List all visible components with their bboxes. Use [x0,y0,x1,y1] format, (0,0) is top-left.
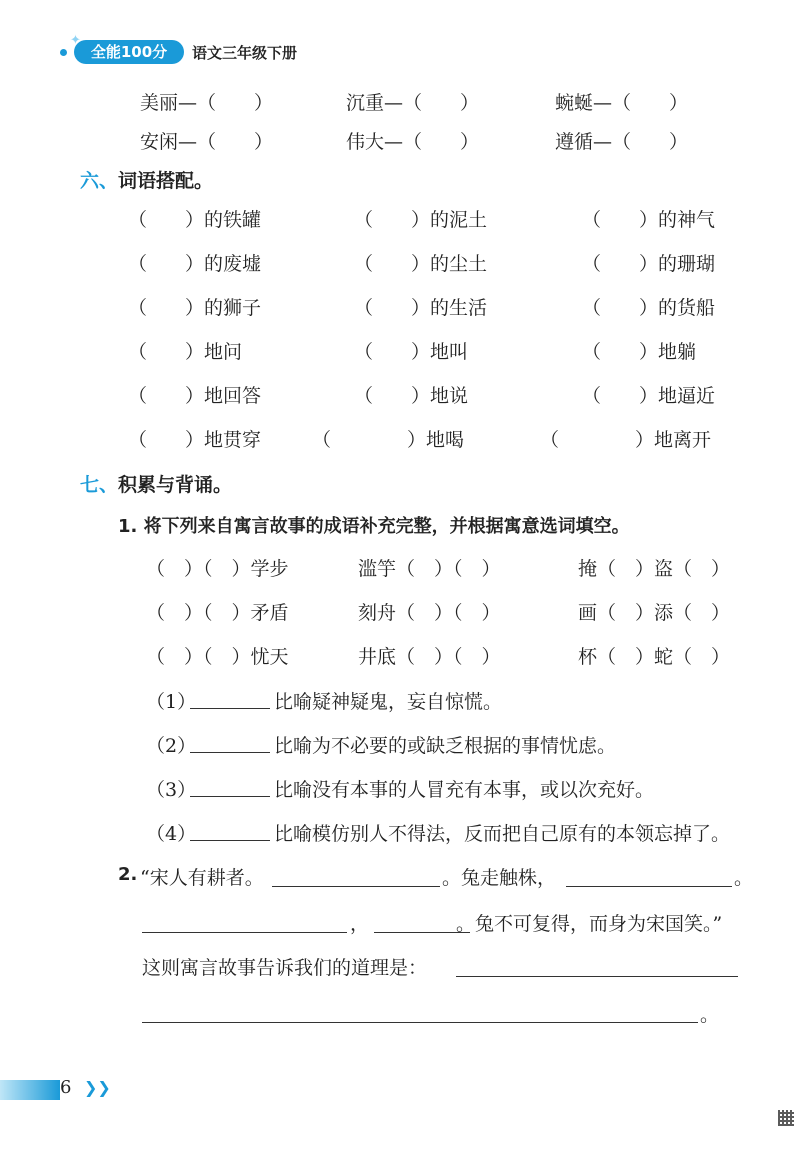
section-number: 七、 [80,474,119,496]
answer-blank[interactable] [190,840,270,841]
collocation-item: （ ）地说 [354,385,469,407]
collocation-item: （ ）的泥土 [354,209,488,231]
passage-text: “宋人有耕者。 [140,867,264,889]
idiom-item: （ ）（ ）学步 [146,558,289,580]
section-title: 词语搭配。 [118,170,214,192]
fill-text: 比喻为不必要的或缺乏根据的事情忧虑。 [274,735,617,757]
collocation-item: （ ）地离开 [540,429,712,451]
page-number: 6 [60,1077,72,1098]
question-2-number: 2. [118,864,138,885]
answer-blank[interactable] [190,752,270,753]
passage-text: 。兔走触株， [442,867,557,889]
collocation-item: （ ）地问 [128,341,243,363]
idiom-item: 掩（ ）盗（ ） [578,558,731,580]
idiom-item: 画（ ）添（ ） [578,602,731,624]
antonym-item: 蜿蜒—（ ） [555,92,689,114]
section-title: 积累与背诵。 [118,474,233,496]
idiom-item: （ ）（ ）忧天 [146,646,289,668]
section-6-heading [80,166,213,193]
antonym-item: 遵循—（ ） [555,131,689,153]
question-1-prompt: 1. 将下列来自寓言故事的成语补充完整，并根据寓意选词填空。 [118,516,630,537]
collocation-item: （ ）的神气 [582,209,716,231]
header-dot [60,49,67,56]
section-number: 六、 [80,170,119,192]
collocation-item: （ ）的尘土 [354,253,488,275]
chevron-right-icon: ❯❯ [84,1078,111,1097]
passage-text: ， [350,913,370,935]
antonym-item: 伟大—（ ） [346,131,480,153]
idiom-item: （ ）（ ）矛盾 [146,602,289,624]
collocation-item: （ ）地逼近 [582,385,716,407]
answer-blank[interactable] [142,1022,698,1023]
qr-code-icon [778,1110,794,1126]
fill-text: 比喻疑神疑鬼，妄自惊慌。 [274,691,503,713]
answer-blank[interactable] [190,796,270,797]
antonym-item: 美丽—（ ） [140,92,274,114]
fill-label: （2） [146,735,197,757]
collocation-item: （ ）的生活 [354,297,488,319]
collocation-item: （ ）地喝 [312,429,465,451]
collocation-item: （ ）地躺 [582,341,697,363]
collocation-item: （ ）的铁罐 [128,209,262,231]
antonym-item: 安闲—（ ） [140,131,274,153]
fill-label: （1） [146,691,197,713]
star-icon: ✦ [70,33,81,48]
idiom-item: 刻舟（ ）（ ） [358,602,501,624]
idiom-item: 井底（ ）（ ） [358,646,501,668]
fill-text: 比喻模仿别人不得法，反而把自己原有的本领忘掉了。 [274,823,731,845]
fill-label: （3） [146,779,197,801]
section-7-heading [80,470,232,497]
answer-blank[interactable] [190,708,270,709]
answer-blank[interactable] [142,932,347,933]
answer-blank[interactable] [456,976,738,977]
idiom-item: 滥竽（ ）（ ） [358,558,501,580]
moral-prompt: 这则寓言故事告诉我们的道理是： [142,957,428,979]
book-series-badge: 全能100分 [74,40,184,64]
book-subtitle: 语文三年级下册 [192,44,298,62]
antonym-item: 沉重—（ ） [346,92,480,114]
collocation-item: （ ）的珊瑚 [582,253,716,275]
fill-label: （4） [146,823,197,845]
answer-blank[interactable] [272,886,440,887]
collocation-item: （ ）地回答 [128,385,262,407]
idiom-item: 杯（ ）蛇（ ） [578,646,731,668]
passage-text: 。 [734,867,754,889]
collocation-item: （ ）的货船 [582,297,716,319]
collocation-item: （ ）地贯穿 [128,429,262,451]
fill-text: 比喻没有本事的人冒充有本事，或以次充好。 [274,779,655,801]
collocation-item: （ ）的狮子 [128,297,262,319]
answer-blank[interactable] [566,886,732,887]
collocation-item: （ ）地叫 [354,341,469,363]
passage-text: 。兔不可复得，而身为宋国笑。” [456,913,723,935]
collocation-item: （ ）的废墟 [128,253,262,275]
passage-text: 。 [700,1004,720,1026]
footer-bar [0,1080,60,1100]
